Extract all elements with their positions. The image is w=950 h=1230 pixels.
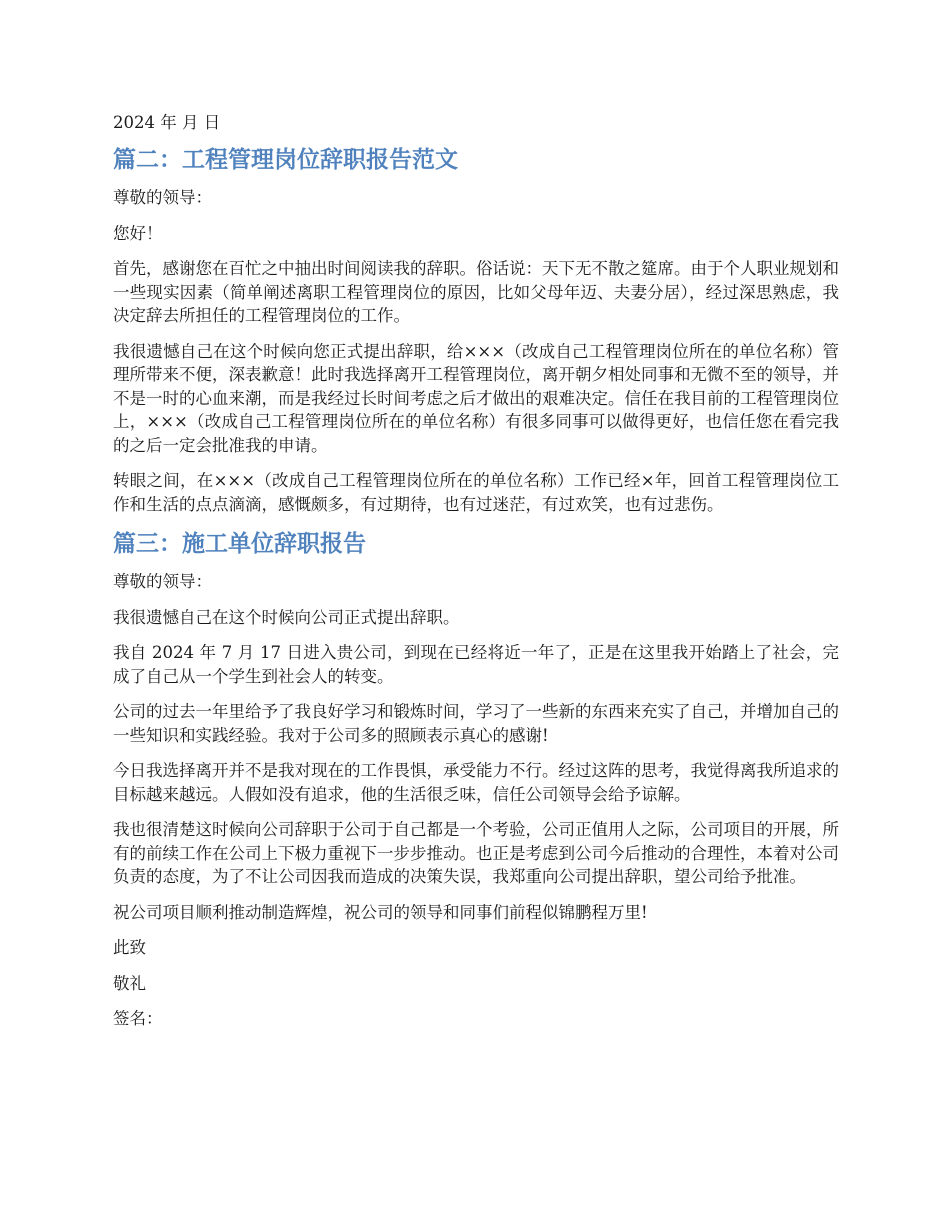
body-paragraph: 首先，感谢您在百忙之中抽出时间阅读我的辞职。俗话说：天下无不散之筵席。由于个人职业规划和一些现实因素（简单阐述离职工程管理岗位的原因，比如父母年迈、夫妻分居），经过深思熟虑，我决定辞去所担任的工程管理岗位的工作。 xyxy=(113,259,839,325)
body-paragraph: 今日我选择离开并不是我对现在的工作畏惧，承受能力不行。经过这阵的思考，我觉得离我所追求的目标越来越远。人假如没有追求，他的生活很乏味，信任公司领导会给予谅解。 xyxy=(113,761,839,804)
body-paragraph: 公司的过去一年里给予了我良好学习和锻炼时间，学习了一些新的东西来充实了自己，并增加自己的一些知识和实践经验。我对于公司多的照顾表示真心的感谢! xyxy=(113,702,839,745)
section-3-title: 篇三：施工单位辞职报告 xyxy=(113,531,366,557)
section-2-title: 篇二：工程管理岗位辞职报告范文 xyxy=(113,147,458,173)
body-paragraph: 我也很清楚这时候向公司辞职于公司于自己都是一个考验，公司正值用人之际，公司项目的开展，所有的前续工作在公司上下极力重视下一步步推动。也正是考虑到公司今后推动的合理性，本着对公司负责的态度，为了不让公司因我而造成的决策失误，我郑重向公司提出辞职，望公司给予批准。 xyxy=(113,820,839,886)
body-paragraph: 我很遗憾自己在这个时候向公司正式提出辞职。 xyxy=(113,607,460,627)
closing-line: 此致 xyxy=(113,938,146,957)
body-paragraph: 转眼之间，在×××（改成自己工程管理岗位所在的单位名称）工作已经×年，回首工程管理岗位工作和生活的点点滴滴，感慨颇多，有过期待，也有过迷茫，有过欢笑，也有过悲伤。 xyxy=(113,471,839,514)
body-paragraph: 我自 2024 年 7 月 17 日进入贵公司，到现在已经将近一年了，正是在这里我开始踏上了社会，完成了自己从一个学生到社会人的转变。 xyxy=(113,643,839,686)
body-paragraph: 我很遗憾自己在这个时候向您正式提出辞职，给×××（改成自己工程管理岗位所在的单位名称）管理所带来不便，深表歉意！此时我选择离开工程管理岗位，离开朝夕相处同事和无微不至的领导，并不是一时的心血来潮，而是我经过长时间考虑之后才做出的艰难决定。信任在我目前的工程管理岗位上，×××（改成自己工程管理岗位所在的单位名称）有很多同事可以做得更好，也信任您在看完我的之后一定会批准我的申请。 xyxy=(113,341,839,455)
closing-regards: 敬礼 xyxy=(113,973,146,993)
document-page xyxy=(113,110,839,1043)
greeting: 您好！ xyxy=(113,223,163,243)
date-line: 2024 年 月 日 xyxy=(113,113,221,132)
body-paragraph: 祝公司项目顺利推动制造辉煌，祝公司的领导和同事们前程似锦鹏程万里! xyxy=(113,902,648,922)
salutation: 尊敬的领导： xyxy=(113,188,212,207)
salutation: 尊敬的领导： xyxy=(113,572,212,591)
signature-label: 签名： xyxy=(113,1009,163,1028)
